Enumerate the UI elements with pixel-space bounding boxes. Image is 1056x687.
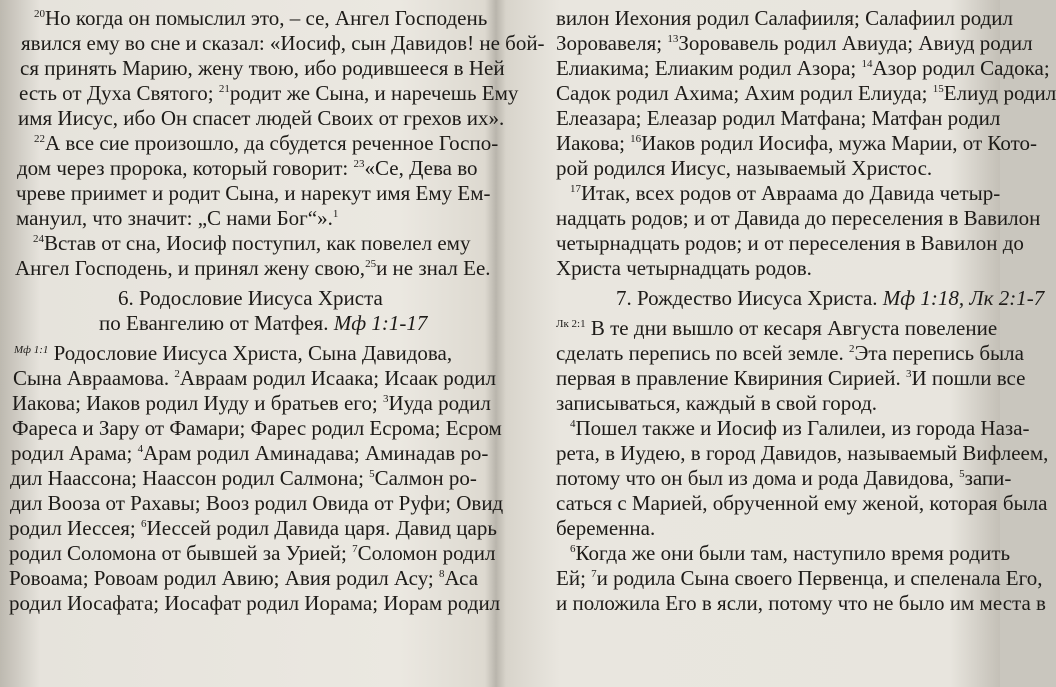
section-title: 7. Рождество Иисуса Христа. Мф 1:18, Лк 2:1-7 (616, 286, 1045, 310)
text-line: первая в правление Квириния Сирией. $^3$И пошли все (556, 366, 1026, 390)
text-line: саться с Марией, обрученной ему женой, которая была (556, 491, 1048, 515)
text-line: Христа четырнадцать родов. (556, 256, 812, 280)
text-line: $^{20}$Но когда он помыслил это, – се, Ангел Господень (34, 6, 488, 30)
text-line: есть от Духа Святого; $^{21}$родит же Сына, и наречешь Ему (19, 81, 519, 105)
text-line: $^{Лк 2:1}$ В те дни вышло от кесаря Августа повеление (556, 316, 998, 340)
text-line: $^4$Пошел также и Иосиф из Галилеи, из города Наза- (570, 416, 1030, 440)
text-line: дил Вооза от Рахавы; Вооз родил Овида от Руфи; Овид (10, 491, 504, 515)
text-line: рета, в Иудею, в город Давидов, называемый Вифлеем, (556, 441, 1049, 465)
text-line: вилон Иехония родил Салафииля; Салафиил родил (556, 6, 1014, 30)
text-line: Иакова; $^{16}$Иаков родил Иосифа, мужа Марии, от Кото- (556, 131, 1037, 155)
section-title: 6. Родословие Иисуса Христа (118, 286, 383, 310)
text-line: явился ему во сне и сказал: «Иосиф, сын Давидов! не бой- (21, 31, 545, 55)
text-line: записываться, каждый в свой город. (556, 391, 878, 415)
text-line: дом через пророка, который говорит: $^{23}$«Се, Дева во (17, 156, 478, 180)
text-line: $^{22}$А все сие произошло, да сбудется реченное Госпо- (34, 131, 499, 155)
text-line: чреве приимет и родит Сына, и нарекут имя Ему Ем- (16, 181, 491, 205)
text-line: Садок родил Ахима; Ахим родил Елиуда; $^{15}$Елиуд родил (556, 81, 1056, 105)
text-line: Елеазара; Елеазар родил Матфана; Матфан родил (556, 106, 1001, 130)
text-line: Елиакима; Елиаким родил Азора; $^{14}$Азор родил Садока; (556, 56, 1050, 80)
text-line: Зоровавеля; $^{13}$Зоровавель родил Авиуда; Авиуд родил (556, 31, 1033, 55)
text-line: Иакова; Иаков родил Иуду и братьев его; $^3$Иуда родил (12, 391, 491, 415)
right-page (504, 0, 1056, 687)
text-line: $^{24}$Встав от сна, Иосиф поступил, как повелел ему (33, 231, 471, 255)
text-line: потому что он был из дома и рода Давидова, $^5$запи- (556, 466, 1012, 490)
text-line: родил Соломона от бывшей за Урией; $^7$Соломон родил (9, 541, 496, 565)
text-line: Ровоама; Ровоам родил Авию; Авия родил Асу; $^8$Аса (9, 566, 479, 590)
text-line: и положила Его в ясли, потому что не было им места в (556, 591, 1046, 615)
text-line: четырнадцать родов; и от переселения в Вавилон до (556, 231, 1024, 255)
text-line: Ангел Господень, и принял жену свою,$^{25}$и не знал Ее. (15, 256, 491, 280)
text-line: Ей; $^7$и родила Сына своего Первенца, и спеленала Его, (556, 566, 1043, 590)
text-line: ся принять Марию, жену твою, ибо родившееся в Ней (20, 56, 505, 80)
text-line: рой родился Иисус, называемый Христос. (556, 156, 933, 180)
text-line: дил Наассона; Наассон родил Салмона; $^5$Салмон ро- (10, 466, 477, 490)
text-line: имя Иисус, ибо Он спасет людей Своих от грехов их». (18, 106, 505, 130)
text-line: мануил, что значит: „С нами Бог“».$^1$ (16, 206, 339, 230)
text-line: надцать родов; и от Давида до переселения в Вавилон (556, 206, 1041, 230)
text-line: родил Иосафата; Иосафат родил Иорама; Иорам родил (9, 591, 501, 615)
text-line: родил Иессея; $^6$Иессей родил Давида царя. Давид царь (9, 516, 497, 540)
text-line: Сына Авраамова. $^2$Авраам родил Исаака; Исаак родил (13, 366, 497, 390)
text-line: $^{Мф 1:1}$ Родословие Иисуса Христа, Сына Давидова, (14, 341, 453, 365)
text-line: $^{17}$Итак, всех родов от Авраама до Давида четыр- (570, 181, 1001, 205)
text-line: беременна. (556, 516, 656, 540)
text-line: Фареса и Зару от Фамари; Фарес родил Есрома; Есром (12, 416, 502, 440)
text-line: $^6$Когда же они были там, наступило время родить (570, 541, 1011, 565)
text-line: родил Арама; $^4$Арам родил Аминадава; Аминадав ро- (11, 441, 489, 465)
section-subtitle: по Евангелию от Матфея. Мф 1:1-17 (99, 311, 428, 335)
text-line: сделать перепись по всей земле. $^2$Эта перепись была (556, 341, 1024, 365)
